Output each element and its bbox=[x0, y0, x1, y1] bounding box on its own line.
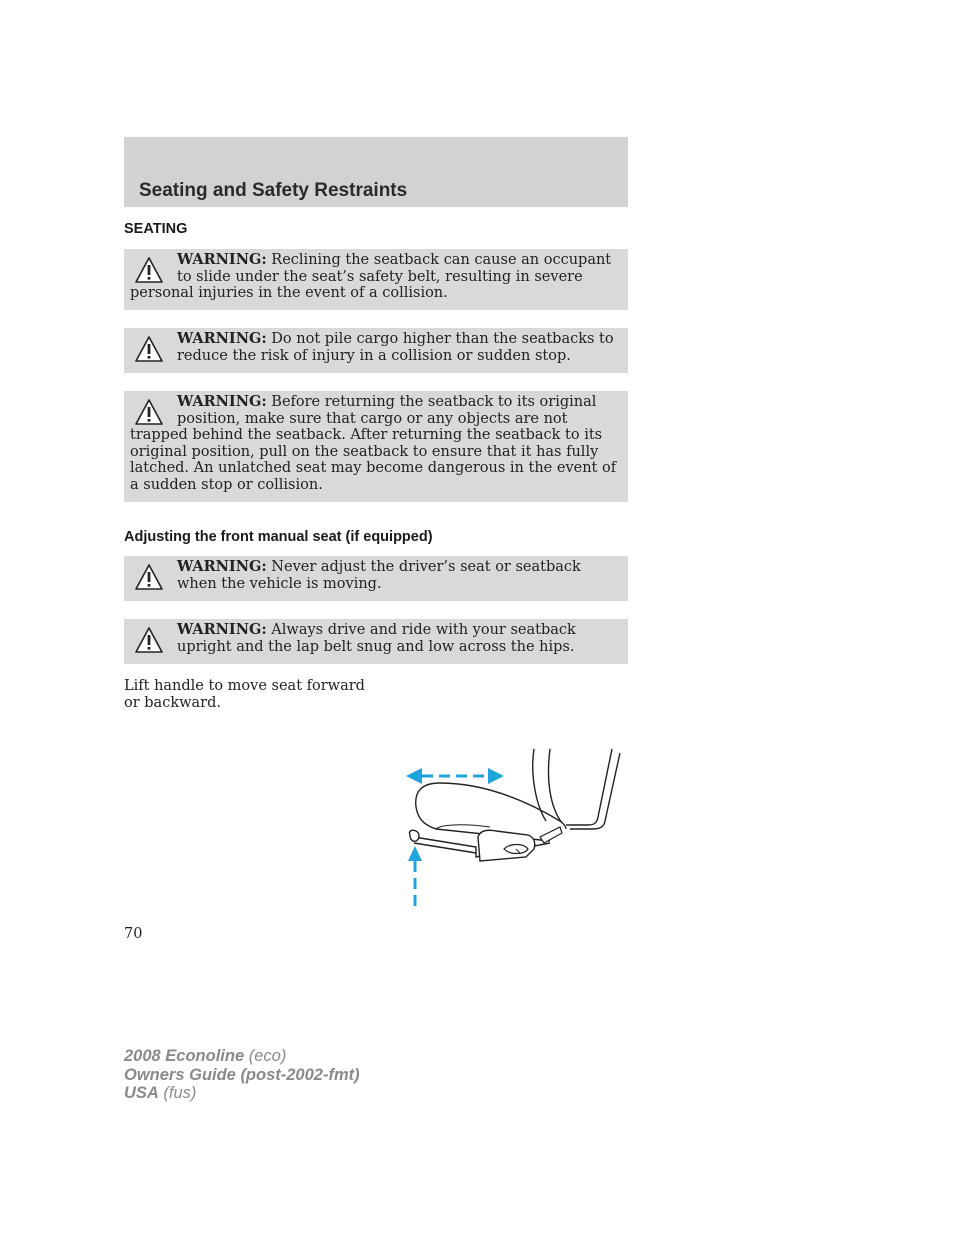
warning-box bbox=[124, 391, 628, 502]
warning-label: WARNING: bbox=[177, 621, 267, 638]
warning-triangle-icon bbox=[134, 626, 164, 654]
warning-triangle-icon bbox=[134, 563, 164, 591]
warning-text: Never adjust the driver’s seat or seatback when the vehicle is moving. bbox=[177, 559, 581, 592]
warning-text: Before returning the seatback to its original position, make sure that cargo or any objects are not trapped behind the seatback. After returning the seatback to its original position, pull on the seatback to ensure that it has fully latched. An unlatched seat may become dangerous in the event of a sudden stop or collision. bbox=[130, 394, 617, 493]
warning-box bbox=[124, 328, 628, 373]
warning-text: Do not pile cargo higher than the seatbacks to reduce the risk of injury in a collision or sudden stop. bbox=[177, 331, 614, 364]
warning-triangle-icon bbox=[134, 335, 164, 363]
seat-adjust-instruction: Lift handle to move seat forward or backward. bbox=[124, 678, 365, 711]
footer-guide: Owners Guide (post-2002-fmt) bbox=[124, 1065, 360, 1084]
warning-text: Reclining the seatback can cause an occupant to slide under the seat’s safety belt, resulting in severe personal injuries in the event of a collision. bbox=[130, 252, 612, 301]
warning-label: WARNING: bbox=[177, 330, 267, 347]
footer-market: USA bbox=[124, 1084, 159, 1102]
warning-text: Always drive and ride with your seatback upright and the lap belt snug and low across the hips. bbox=[177, 622, 576, 655]
warning-label: WARNING: bbox=[177, 251, 267, 268]
seat-adjustment-illustration bbox=[400, 745, 630, 910]
section-title: Seating and Safety Restraints bbox=[139, 180, 408, 201]
footer-market-code: (fus) bbox=[158, 1084, 197, 1102]
warning-box bbox=[124, 556, 628, 601]
adjusting-seat-heading: Adjusting the front manual seat (if equipped) bbox=[124, 529, 433, 545]
warning-label: WARNING: bbox=[177, 558, 267, 575]
warning-label: WARNING: bbox=[177, 393, 267, 410]
footer-model: 2008 Econoline bbox=[124, 1047, 245, 1065]
warning-triangle-icon bbox=[134, 256, 164, 284]
document-footer bbox=[124, 1047, 360, 1103]
page-number: 70 bbox=[124, 926, 143, 942]
warning-triangle-icon bbox=[134, 398, 164, 426]
warning-box bbox=[124, 249, 628, 310]
seating-heading: SEATING bbox=[124, 221, 188, 237]
footer-model-code: (eco) bbox=[244, 1047, 287, 1065]
section-header-band bbox=[124, 137, 628, 207]
warning-box bbox=[124, 619, 628, 664]
